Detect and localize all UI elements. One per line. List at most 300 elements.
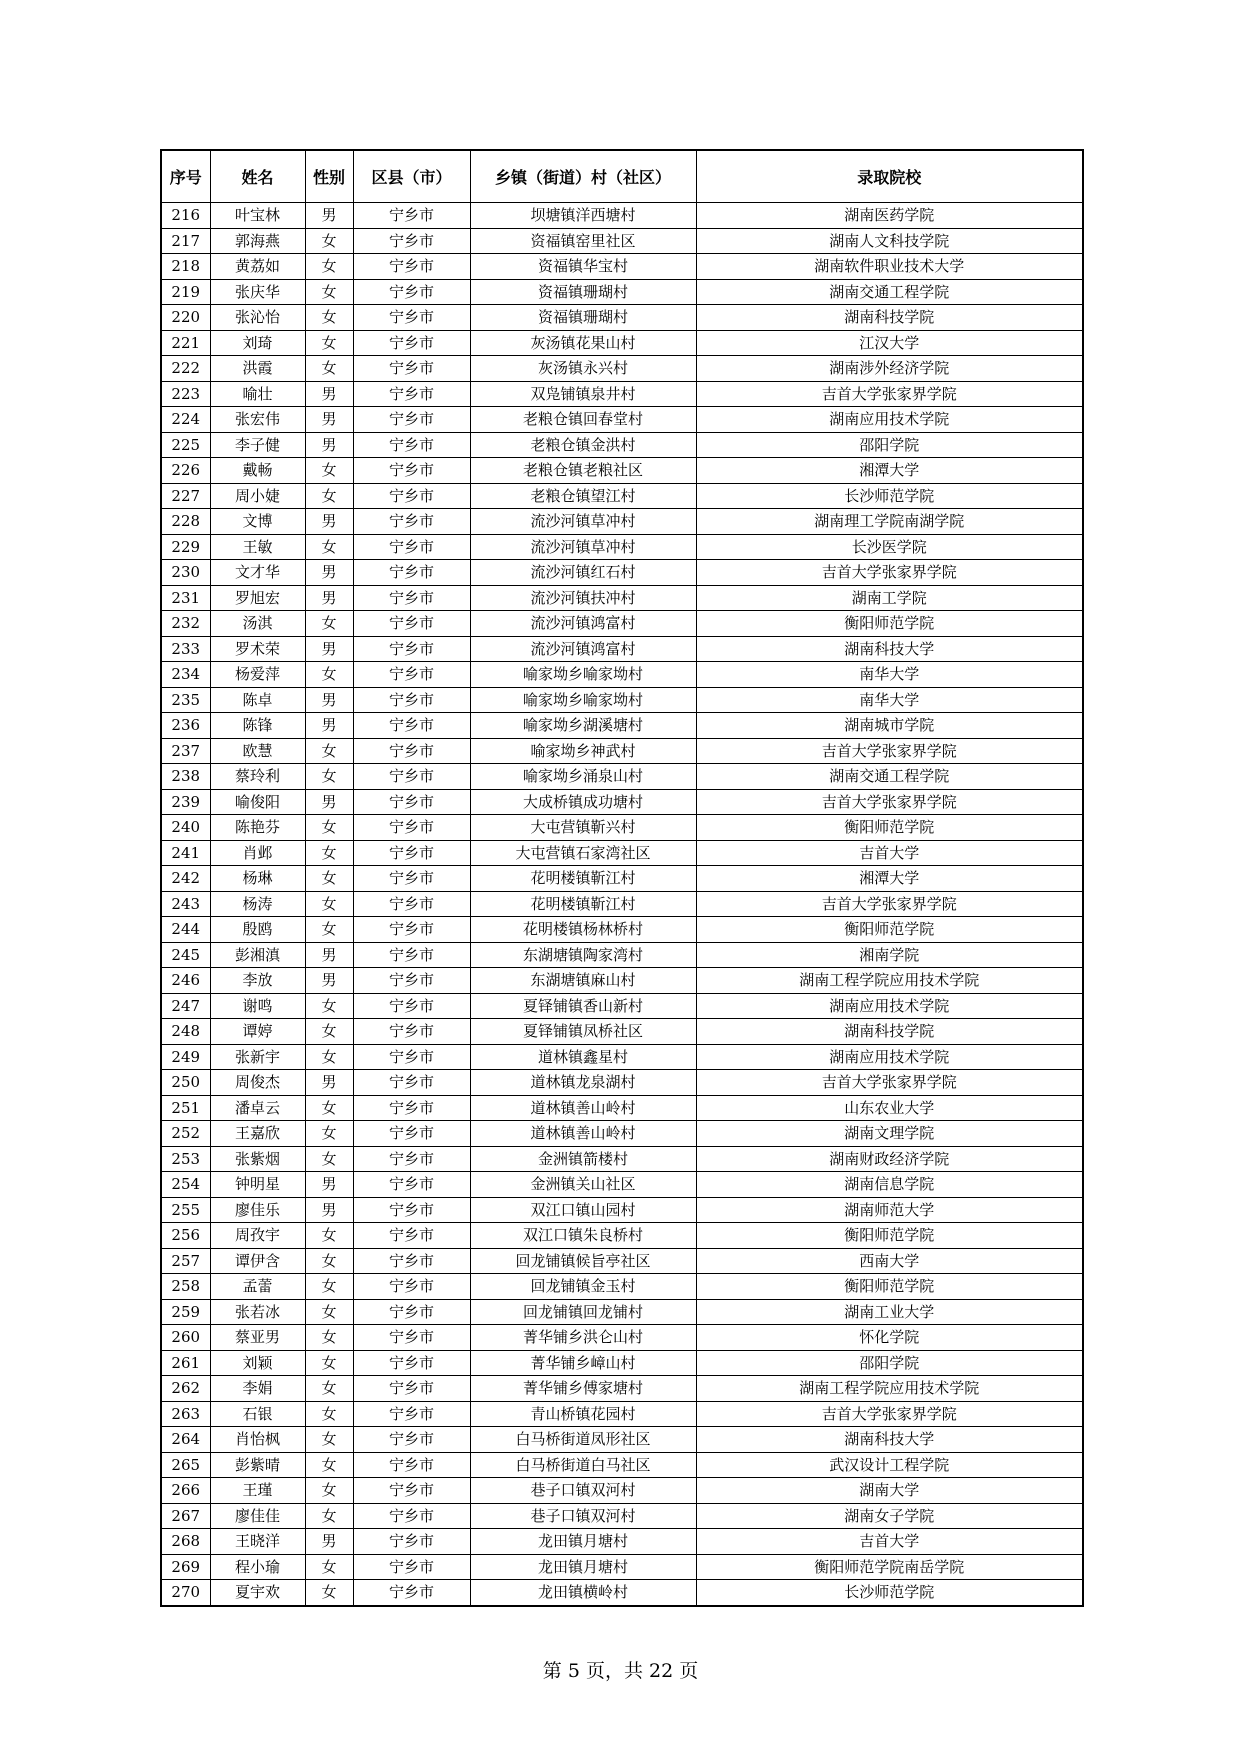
table-row [161, 764, 1083, 790]
cell-index: 264 [161, 1427, 210, 1453]
cell-index: 234 [161, 662, 210, 688]
cell-township-village: 巷子口镇双河村 [470, 1478, 696, 1504]
cell-gender: 男 [305, 203, 353, 229]
cell-index: 231 [161, 585, 210, 611]
cell-township-village: 双凫铺镇泉井村 [470, 381, 696, 407]
cell-index: 268 [161, 1529, 210, 1555]
cell-name: 肖邺 [210, 840, 305, 866]
cell-name: 蔡亚男 [210, 1325, 305, 1351]
cell-name: 叶宝林 [210, 203, 305, 229]
cell-gender: 女 [305, 1121, 353, 1147]
cell-gender: 男 [305, 968, 353, 994]
cell-admitted-school: 吉首大学 [696, 840, 1083, 866]
cell-county: 宁乡市 [353, 815, 470, 841]
cell-township-village: 龙田镇月塘村 [470, 1529, 696, 1555]
cell-township-village: 流沙河镇鸿富村 [470, 611, 696, 637]
cell-admitted-school: 湖南工学院 [696, 585, 1083, 611]
table-row [161, 585, 1083, 611]
cell-gender: 女 [305, 483, 353, 509]
cell-index: 237 [161, 738, 210, 764]
cell-gender: 女 [305, 1223, 353, 1249]
cell-index: 270 [161, 1580, 210, 1606]
cell-township-village: 道林镇龙泉湖村 [470, 1070, 696, 1096]
cell-name: 王瑾 [210, 1478, 305, 1504]
cell-name: 肖怡枫 [210, 1427, 305, 1453]
table-row [161, 1274, 1083, 1300]
cell-name: 杨爱萍 [210, 662, 305, 688]
cell-township-village: 菁华铺乡洪仑山村 [470, 1325, 696, 1351]
cell-index: 250 [161, 1070, 210, 1096]
table-row [161, 1223, 1083, 1249]
cell-index: 242 [161, 866, 210, 892]
cell-gender: 女 [305, 891, 353, 917]
cell-name: 潘卓云 [210, 1095, 305, 1121]
cell-index: 244 [161, 917, 210, 943]
cell-admitted-school: 湘南学院 [696, 942, 1083, 968]
cell-name: 喻壮 [210, 381, 305, 407]
cell-township-village: 喻家坳乡喻家坳村 [470, 687, 696, 713]
cell-gender: 男 [305, 1529, 353, 1555]
cell-admitted-school: 吉首大学张家界学院 [696, 789, 1083, 815]
cell-name: 李子健 [210, 432, 305, 458]
table-row [161, 330, 1083, 356]
cell-township-village: 花明楼镇靳江村 [470, 866, 696, 892]
cell-township-village: 流沙河镇草冲村 [470, 509, 696, 535]
cell-name: 张若冰 [210, 1299, 305, 1325]
table-row [161, 432, 1083, 458]
cell-name: 谢鸣 [210, 993, 305, 1019]
table-row [161, 560, 1083, 586]
cell-admitted-school: 湖南师范大学 [696, 1197, 1083, 1223]
table-row [161, 1325, 1083, 1351]
cell-township-village: 金洲镇关山社区 [470, 1172, 696, 1198]
cell-county: 宁乡市 [353, 866, 470, 892]
cell-admitted-school: 湖南工程学院应用技术学院 [696, 1376, 1083, 1402]
cell-name: 杨涛 [210, 891, 305, 917]
cell-admitted-school: 湖南涉外经济学院 [696, 356, 1083, 382]
cell-county: 宁乡市 [353, 483, 470, 509]
cell-index: 260 [161, 1325, 210, 1351]
cell-county: 宁乡市 [353, 1554, 470, 1580]
cell-index: 222 [161, 356, 210, 382]
cell-county: 宁乡市 [353, 1019, 470, 1045]
cell-gender: 男 [305, 1172, 353, 1198]
cell-index: 251 [161, 1095, 210, 1121]
table-row [161, 713, 1083, 739]
cell-admitted-school: 湖南人文科技学院 [696, 228, 1083, 254]
cell-gender: 男 [305, 407, 353, 433]
cell-county: 宁乡市 [353, 1427, 470, 1453]
cell-index: 253 [161, 1146, 210, 1172]
cell-county: 宁乡市 [353, 1401, 470, 1427]
cell-township-village: 东湖塘镇陶家湾村 [470, 942, 696, 968]
table-row [161, 1376, 1083, 1402]
cell-index: 239 [161, 789, 210, 815]
cell-county: 宁乡市 [353, 560, 470, 586]
cell-township-village: 道林镇善山岭村 [470, 1095, 696, 1121]
cell-gender: 女 [305, 1452, 353, 1478]
cell-name: 陈卓 [210, 687, 305, 713]
table-body [161, 203, 1083, 1606]
cell-name: 廖佳乐 [210, 1197, 305, 1223]
cell-admitted-school: 湘潭大学 [696, 866, 1083, 892]
table-row [161, 1121, 1083, 1147]
cell-county: 宁乡市 [353, 1350, 470, 1376]
cell-gender: 男 [305, 636, 353, 662]
cell-index: 245 [161, 942, 210, 968]
cell-index: 217 [161, 228, 210, 254]
cell-index: 220 [161, 305, 210, 331]
cell-admitted-school: 衡阳师范学院 [696, 917, 1083, 943]
cell-county: 宁乡市 [353, 458, 470, 484]
table-row [161, 1452, 1083, 1478]
cell-county: 宁乡市 [353, 534, 470, 560]
cell-index: 225 [161, 432, 210, 458]
cell-index: 238 [161, 764, 210, 790]
table-row [161, 840, 1083, 866]
cell-township-village: 龙田镇月塘村 [470, 1554, 696, 1580]
table-row [161, 305, 1083, 331]
table-row [161, 942, 1083, 968]
table-row [161, 254, 1083, 280]
cell-admitted-school: 湖南科技大学 [696, 636, 1083, 662]
cell-county: 宁乡市 [353, 636, 470, 662]
cell-name: 石银 [210, 1401, 305, 1427]
cell-township-village: 夏铎铺镇凤桥社区 [470, 1019, 696, 1045]
cell-admitted-school: 湖南信息学院 [696, 1172, 1083, 1198]
table-row [161, 1580, 1083, 1606]
cell-name: 洪霞 [210, 356, 305, 382]
cell-name: 张新宇 [210, 1044, 305, 1070]
cell-township-village: 流沙河镇扶冲村 [470, 585, 696, 611]
cell-name: 王晓洋 [210, 1529, 305, 1555]
cell-name: 彭紫晴 [210, 1452, 305, 1478]
cell-admitted-school: 山东农业大学 [696, 1095, 1083, 1121]
cell-county: 宁乡市 [353, 356, 470, 382]
header-township-village: 乡镇（街道）村（社区） [470, 150, 696, 203]
table-row [161, 1146, 1083, 1172]
table-row [161, 1019, 1083, 1045]
cell-name: 郭海燕 [210, 228, 305, 254]
cell-township-village: 巷子口镇双河村 [470, 1503, 696, 1529]
cell-county: 宁乡市 [353, 432, 470, 458]
cell-county: 宁乡市 [353, 1172, 470, 1198]
cell-gender: 女 [305, 866, 353, 892]
cell-gender: 男 [305, 713, 353, 739]
cell-township-village: 青山桥镇花园村 [470, 1401, 696, 1427]
cell-county: 宁乡市 [353, 407, 470, 433]
cell-admitted-school: 湖南应用技术学院 [696, 993, 1083, 1019]
cell-index: 266 [161, 1478, 210, 1504]
table-row [161, 1172, 1083, 1198]
cell-county: 宁乡市 [353, 662, 470, 688]
cell-township-village: 资福镇珊瑚村 [470, 305, 696, 331]
cell-gender: 女 [305, 1044, 353, 1070]
table-row [161, 662, 1083, 688]
cell-township-village: 金洲镇箭楼村 [470, 1146, 696, 1172]
cell-index: 228 [161, 509, 210, 535]
cell-county: 宁乡市 [353, 687, 470, 713]
cell-admitted-school: 武汉设计工程学院 [696, 1452, 1083, 1478]
cell-admitted-school: 吉首大学张家界学院 [696, 560, 1083, 586]
header-index: 序号 [161, 150, 210, 203]
table-row [161, 509, 1083, 535]
cell-index: 252 [161, 1121, 210, 1147]
cell-gender: 女 [305, 1427, 353, 1453]
cell-gender: 女 [305, 254, 353, 280]
cell-name: 李放 [210, 968, 305, 994]
table-row [161, 611, 1083, 637]
cell-township-village: 资福镇窑里社区 [470, 228, 696, 254]
cell-gender: 男 [305, 560, 353, 586]
cell-admitted-school: 湖南大学 [696, 1478, 1083, 1504]
cell-county: 宁乡市 [353, 1580, 470, 1606]
table-row [161, 1070, 1083, 1096]
cell-county: 宁乡市 [353, 713, 470, 739]
cell-name: 刘琦 [210, 330, 305, 356]
cell-gender: 女 [305, 356, 353, 382]
cell-admitted-school: 长沙师范学院 [696, 483, 1083, 509]
cell-index: 229 [161, 534, 210, 560]
cell-admitted-school: 湘潭大学 [696, 458, 1083, 484]
cell-township-village: 白马桥街道白马社区 [470, 1452, 696, 1478]
cell-index: 255 [161, 1197, 210, 1223]
cell-county: 宁乡市 [353, 1095, 470, 1121]
cell-name: 夏宇欢 [210, 1580, 305, 1606]
cell-name: 殷鸥 [210, 917, 305, 943]
table-row [161, 866, 1083, 892]
cell-county: 宁乡市 [353, 1146, 470, 1172]
cell-admitted-school: 湖南工程学院应用技术学院 [696, 968, 1083, 994]
cell-gender: 女 [305, 458, 353, 484]
cell-county: 宁乡市 [353, 1299, 470, 1325]
cell-admitted-school: 湖南科技学院 [696, 305, 1083, 331]
cell-gender: 女 [305, 993, 353, 1019]
cell-admitted-school: 湖南工业大学 [696, 1299, 1083, 1325]
cell-township-village: 大屯营镇靳兴村 [470, 815, 696, 841]
cell-index: 247 [161, 993, 210, 1019]
cell-admitted-school: 湖南应用技术学院 [696, 407, 1083, 433]
cell-gender: 女 [305, 662, 353, 688]
cell-gender: 女 [305, 228, 353, 254]
cell-index: 263 [161, 1401, 210, 1427]
cell-name: 文才华 [210, 560, 305, 586]
table-row [161, 1401, 1083, 1427]
cell-gender: 女 [305, 1274, 353, 1300]
cell-township-village: 资福镇华宝村 [470, 254, 696, 280]
cell-name: 汤淇 [210, 611, 305, 637]
cell-gender: 女 [305, 1401, 353, 1427]
cell-township-village: 喻家坳乡涌泉山村 [470, 764, 696, 790]
table-row [161, 1350, 1083, 1376]
cell-gender: 男 [305, 789, 353, 815]
cell-admitted-school: 湖南城市学院 [696, 713, 1083, 739]
table-row [161, 1554, 1083, 1580]
table-row [161, 407, 1083, 433]
cell-township-village: 道林镇鑫星村 [470, 1044, 696, 1070]
cell-name: 蔡玲利 [210, 764, 305, 790]
cell-name: 谭伊含 [210, 1248, 305, 1274]
cell-township-village: 道林镇善山岭村 [470, 1121, 696, 1147]
cell-gender: 女 [305, 611, 353, 637]
cell-name: 王敏 [210, 534, 305, 560]
cell-township-village: 灰汤镇花果山村 [470, 330, 696, 356]
cell-admitted-school: 湖南女子学院 [696, 1503, 1083, 1529]
cell-index: 243 [161, 891, 210, 917]
cell-admitted-school: 吉首大学张家界学院 [696, 381, 1083, 407]
cell-township-village: 喻家坳乡喻家坳村 [470, 662, 696, 688]
table-row [161, 636, 1083, 662]
cell-admitted-school: 湖南应用技术学院 [696, 1044, 1083, 1070]
header-admitted-school: 录取院校 [696, 150, 1083, 203]
cell-gender: 女 [305, 815, 353, 841]
cell-name: 程小瑜 [210, 1554, 305, 1580]
cell-township-village: 流沙河镇鸿富村 [470, 636, 696, 662]
admission-table [160, 149, 1084, 1607]
cell-name: 张庆华 [210, 279, 305, 305]
cell-admitted-school: 南华大学 [696, 687, 1083, 713]
table-row [161, 891, 1083, 917]
cell-index: 235 [161, 687, 210, 713]
cell-index: 257 [161, 1248, 210, 1274]
cell-township-village: 大成桥镇成功塘村 [470, 789, 696, 815]
cell-county: 宁乡市 [353, 840, 470, 866]
cell-index: 224 [161, 407, 210, 433]
cell-county: 宁乡市 [353, 738, 470, 764]
cell-gender: 男 [305, 432, 353, 458]
table-row [161, 228, 1083, 254]
cell-index: 269 [161, 1554, 210, 1580]
cell-gender: 女 [305, 738, 353, 764]
cell-township-village: 龙田镇横岭村 [470, 1580, 696, 1606]
cell-name: 张紫烟 [210, 1146, 305, 1172]
cell-township-village: 资福镇珊瑚村 [470, 279, 696, 305]
cell-county: 宁乡市 [353, 254, 470, 280]
cell-township-village: 夏铎铺镇香山新村 [470, 993, 696, 1019]
cell-county: 宁乡市 [353, 891, 470, 917]
cell-county: 宁乡市 [353, 279, 470, 305]
cell-admitted-school: 邵阳学院 [696, 1350, 1083, 1376]
cell-township-village: 老粮仓镇金洪村 [470, 432, 696, 458]
cell-county: 宁乡市 [353, 942, 470, 968]
cell-township-village: 花明楼镇靳江村 [470, 891, 696, 917]
cell-gender: 女 [305, 305, 353, 331]
cell-name: 戴畅 [210, 458, 305, 484]
cell-index: 226 [161, 458, 210, 484]
header-county: 区县（市） [353, 150, 470, 203]
table-row [161, 1529, 1083, 1555]
cell-gender: 女 [305, 1325, 353, 1351]
cell-county: 宁乡市 [353, 585, 470, 611]
cell-township-village: 花明楼镇杨林桥村 [470, 917, 696, 943]
cell-county: 宁乡市 [353, 1478, 470, 1504]
cell-county: 宁乡市 [353, 1197, 470, 1223]
cell-gender: 男 [305, 509, 353, 535]
cell-name: 刘颖 [210, 1350, 305, 1376]
cell-admitted-school: 怀化学院 [696, 1325, 1083, 1351]
cell-county: 宁乡市 [353, 1503, 470, 1529]
cell-admitted-school: 湖南理工学院南湖学院 [696, 509, 1083, 535]
cell-name: 周小婕 [210, 483, 305, 509]
cell-index: 262 [161, 1376, 210, 1402]
cell-township-village: 老粮仓镇老粮社区 [470, 458, 696, 484]
cell-admitted-school: 湖南科技学院 [696, 1019, 1083, 1045]
cell-admitted-school: 湖南交通工程学院 [696, 764, 1083, 790]
cell-admitted-school: 湖南文理学院 [696, 1121, 1083, 1147]
cell-county: 宁乡市 [353, 1121, 470, 1147]
cell-index: 258 [161, 1274, 210, 1300]
cell-admitted-school: 湖南财政经济学院 [696, 1146, 1083, 1172]
cell-gender: 男 [305, 1070, 353, 1096]
cell-admitted-school: 湖南交通工程学院 [696, 279, 1083, 305]
cell-county: 宁乡市 [353, 509, 470, 535]
cell-index: 233 [161, 636, 210, 662]
cell-county: 宁乡市 [353, 917, 470, 943]
cell-county: 宁乡市 [353, 1070, 470, 1096]
cell-county: 宁乡市 [353, 968, 470, 994]
cell-admitted-school: 衡阳师范学院 [696, 1223, 1083, 1249]
cell-township-village: 东湖塘镇麻山村 [470, 968, 696, 994]
table-row [161, 483, 1083, 509]
cell-county: 宁乡市 [353, 611, 470, 637]
cell-admitted-school: 江汉大学 [696, 330, 1083, 356]
cell-county: 宁乡市 [353, 1044, 470, 1070]
cell-index: 267 [161, 1503, 210, 1529]
cell-gender: 女 [305, 840, 353, 866]
table-row [161, 356, 1083, 382]
table-row [161, 917, 1083, 943]
cell-county: 宁乡市 [353, 1325, 470, 1351]
cell-township-village: 白马桥街道凤形社区 [470, 1427, 696, 1453]
table-row [161, 534, 1083, 560]
cell-county: 宁乡市 [353, 1452, 470, 1478]
cell-index: 232 [161, 611, 210, 637]
cell-index: 241 [161, 840, 210, 866]
cell-name: 钟明星 [210, 1172, 305, 1198]
cell-name: 张沁怡 [210, 305, 305, 331]
cell-admitted-school: 吉首大学张家界学院 [696, 891, 1083, 917]
cell-county: 宁乡市 [353, 330, 470, 356]
cell-township-village: 菁华铺乡傅家塘村 [470, 1376, 696, 1402]
cell-admitted-school: 长沙医学院 [696, 534, 1083, 560]
table-row [161, 687, 1083, 713]
table-row [161, 279, 1083, 305]
cell-name: 罗旭宏 [210, 585, 305, 611]
cell-index: 221 [161, 330, 210, 356]
cell-county: 宁乡市 [353, 381, 470, 407]
cell-admitted-school: 长沙师范学院 [696, 1580, 1083, 1606]
cell-county: 宁乡市 [353, 764, 470, 790]
cell-gender: 女 [305, 1248, 353, 1274]
cell-gender: 女 [305, 279, 353, 305]
cell-county: 宁乡市 [353, 1248, 470, 1274]
cell-index: 236 [161, 713, 210, 739]
cell-name: 罗术荣 [210, 636, 305, 662]
cell-gender: 女 [305, 1478, 353, 1504]
table-row [161, 738, 1083, 764]
cell-gender: 男 [305, 381, 353, 407]
cell-name: 杨琳 [210, 866, 305, 892]
cell-admitted-school: 湖南医药学院 [696, 203, 1083, 229]
cell-index: 254 [161, 1172, 210, 1198]
cell-gender: 女 [305, 917, 353, 943]
cell-county: 宁乡市 [353, 1223, 470, 1249]
cell-index: 227 [161, 483, 210, 509]
cell-name: 王嘉欣 [210, 1121, 305, 1147]
cell-name: 张宏伟 [210, 407, 305, 433]
cell-name: 谭婷 [210, 1019, 305, 1045]
cell-index: 249 [161, 1044, 210, 1070]
